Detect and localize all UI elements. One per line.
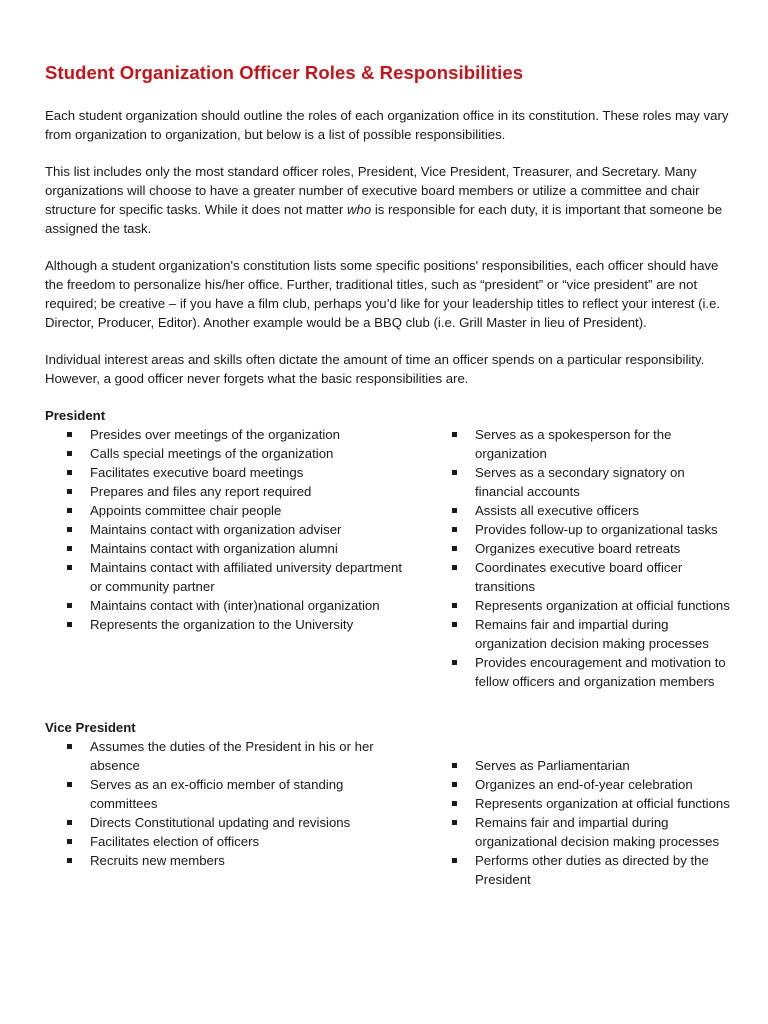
list-item: [45, 482, 430, 501]
list-item: [45, 615, 430, 634]
square-bullet-icon: [452, 603, 457, 608]
list-item: [45, 520, 430, 539]
vice-president-section: [45, 718, 730, 889]
president-left-column: [45, 425, 430, 691]
vice-president-columns: [45, 737, 730, 889]
square-bullet-icon: [452, 546, 457, 551]
list-item-text: Represents the organization to the University: [90, 617, 354, 632]
intro-paragraph-2-emphasis: who: [346, 202, 372, 217]
list-item: [430, 653, 730, 691]
list-item: [45, 539, 430, 558]
list-item-text: Serves as a secondary signatory on financial accounts: [475, 465, 685, 499]
square-bullet-icon: [67, 508, 72, 513]
square-bullet-icon: [67, 622, 72, 627]
list-item-text: Directs Constitutional updating and revisions: [90, 815, 351, 830]
square-bullet-icon: [452, 432, 457, 437]
list-item: [45, 444, 430, 463]
square-bullet-icon: [67, 432, 72, 437]
list-item: [430, 775, 730, 794]
list-item: [430, 425, 730, 463]
list-item: [430, 794, 730, 813]
vice-president-heading: Vice President: [45, 720, 136, 735]
list-item-text: Calls special meetings of the organization: [90, 446, 334, 461]
list-item-text: Serves as an ex-officio member of standing committees: [90, 777, 344, 811]
list-item-text: Remains fair and impartial during organization decision making processes: [475, 617, 709, 651]
list-item-text: Serves as a spokesperson for the organization: [475, 427, 672, 461]
president-heading: President: [45, 408, 106, 423]
square-bullet-icon: [67, 839, 72, 844]
list-item: [45, 775, 430, 813]
list-item: [430, 615, 730, 653]
square-bullet-icon: [452, 820, 457, 825]
list-item-text: Assumes the duties of the President in his or her absence: [90, 739, 374, 773]
list-item: [45, 463, 430, 482]
list-item-text: Maintains contact with organization alumni: [90, 541, 338, 556]
square-bullet-icon: [67, 744, 72, 749]
square-bullet-icon: [452, 508, 457, 513]
square-bullet-icon: [452, 527, 457, 532]
list-item: [430, 463, 730, 501]
square-bullet-icon: [67, 546, 72, 551]
intro-paragraph-2-part-1: This list includes only the most standard officer roles, President, Vice President, Treasurer, and Secretary. Many organizations will choose to have a greater number of executive board members or utilize a committee and chair structure for specific tasks. While it does not matter: [45, 164, 700, 217]
list-item: [45, 501, 430, 520]
vice-president-right-list: [430, 756, 730, 889]
square-bullet-icon: [452, 801, 457, 806]
document-page: [45, 62, 730, 889]
square-bullet-icon: [67, 565, 72, 570]
intro-paragraph-4: Individual interest areas and skills often dictate the amount of time an officer spends on a particular responsibility. However, a good officer never forgets what the basic responsibilities are.: [45, 352, 705, 386]
list-item: [430, 813, 730, 851]
square-bullet-icon: [452, 782, 457, 787]
list-item-text: Prepares and files any report required: [90, 484, 312, 499]
intro-paragraph-2-part-2: is responsible for each duty, it is important that someone be assigned the task.: [45, 202, 723, 236]
list-item: [430, 558, 730, 596]
president-columns: [45, 425, 730, 691]
list-item-text: Represents organization at official functions: [475, 598, 730, 613]
square-bullet-icon: [452, 763, 457, 768]
list-item-text: Maintains contact with (inter)national organization: [90, 598, 380, 613]
president-left-list: [45, 425, 430, 634]
intro-paragraph-1: Each student organization should outline the roles of each organization office in its constitution. These roles may vary from organization to organization, but below is a list of possible responsibilities.: [45, 108, 729, 142]
square-bullet-icon: [67, 782, 72, 787]
intro-paragraph-3: Although a student organization's constitution lists some specific positions' responsibilities, each officer should have the freedom to personalize his/her office. Further, traditional titles, such as “president” or “vice president” are not required; be creative – if you have a film club, perhaps you’d like for your leadership titles to reflect your interest (i.e. Director, Producer, Editor). Another example would be a BBQ club (i.e. Grill Master in lieu of President).: [45, 258, 721, 330]
list-item-text: Provides encouragement and motivation to fellow officers and organization members: [475, 655, 726, 689]
list-item: [45, 737, 430, 775]
square-bullet-icon: [452, 858, 457, 863]
list-item: [430, 851, 730, 889]
list-item-text: Facilitates election of officers: [90, 834, 260, 849]
list-item: [430, 520, 730, 539]
square-bullet-icon: [67, 489, 72, 494]
square-bullet-icon: [67, 858, 72, 863]
list-item: [430, 596, 730, 615]
list-item-text: Organizes executive board retreats: [475, 541, 681, 556]
list-item-text: Assists all executive officers: [475, 503, 639, 518]
list-item-text: Coordinates executive board officer transitions: [475, 560, 683, 594]
list-item: [45, 851, 430, 870]
list-item: [430, 539, 730, 558]
square-bullet-icon: [67, 470, 72, 475]
list-item-text: Maintains contact with organization adviser: [90, 522, 342, 537]
list-item: [45, 558, 430, 596]
list-item-text: Organizes an end-of-year celebration: [475, 777, 693, 792]
list-item-text: Appoints committee chair people: [90, 503, 282, 518]
list-item-text: Represents organization at official functions: [475, 796, 730, 811]
square-bullet-icon: [67, 603, 72, 608]
intro-paragraph-2: [45, 162, 730, 238]
list-item-text: Facilitates executive board meetings: [90, 465, 304, 480]
list-item: [45, 596, 430, 615]
list-item: [45, 832, 430, 851]
list-item-text: Maintains contact with affiliated university department or community partner: [90, 560, 403, 594]
president-section: [45, 406, 730, 691]
vice-president-right-column: [430, 737, 730, 889]
list-item-text: Remains fair and impartial during organizational decision making processes: [475, 815, 720, 849]
president-right-list: [430, 425, 730, 691]
list-item-text: Performs other duties as directed by the President: [475, 853, 709, 887]
list-item-text: Provides follow-up to organizational tasks: [475, 522, 718, 537]
list-item: [430, 756, 730, 775]
list-item: [45, 813, 430, 832]
list-item-text: Recruits new members: [90, 853, 225, 868]
square-bullet-icon: [67, 820, 72, 825]
square-bullet-icon: [452, 660, 457, 665]
square-bullet-icon: [452, 565, 457, 570]
document-title: Student Organization Officer Roles & Responsibilities: [45, 62, 524, 83]
square-bullet-icon: [67, 527, 72, 532]
president-right-column: [430, 425, 730, 691]
square-bullet-icon: [452, 470, 457, 475]
vice-president-left-list: [45, 737, 430, 870]
list-item-text: Presides over meetings of the organization: [90, 427, 340, 442]
list-item: [45, 425, 430, 444]
square-bullet-icon: [452, 622, 457, 627]
vice-president-left-column: [45, 737, 430, 889]
list-item: [430, 501, 730, 520]
list-item-text: Serves as Parliamentarian: [475, 758, 630, 773]
square-bullet-icon: [67, 451, 72, 456]
